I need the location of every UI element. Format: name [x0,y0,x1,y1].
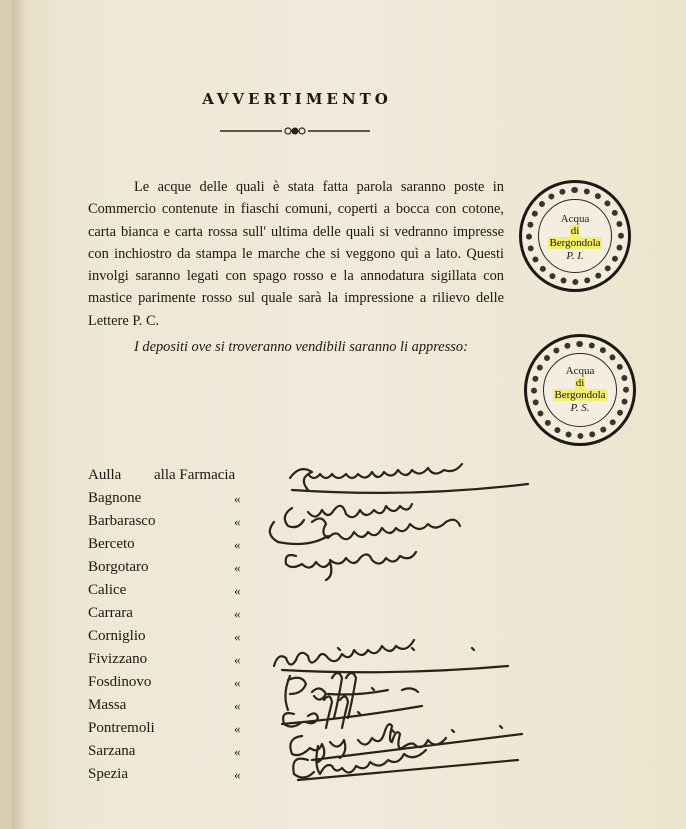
ditto-mark: « [234,491,241,506]
handwriting-capraro [286,552,416,580]
ditto-mark: « [234,767,241,782]
first-row-suffix: alla Farmacia [154,467,236,483]
ditto-mark: « [234,606,241,621]
place-name: Pontremoli [88,720,155,736]
place-name: Bagnone [88,490,142,506]
place-name: Spezia [88,766,128,782]
stamp-line-4: P. S. [570,402,590,414]
notice-paragraph: Le acque delle quali è stata fatta parola saranno poste in Commercio contenute in fiaschi comuni, coperti a bocca con cotone, carta bianca e carta rossa sull' ultima delle quali si vedranno impresse con inchiostro da stampa le marche che si veggono quì a lato. Questi involgi saranno legati con spago rosso e la annodatura sigillata con mastice parimente rosso sul quale sarà la impressione a rilievo delle Lettere P. C. [88,179,504,329]
place-name: Sarzana [88,743,136,759]
ditto-mark: « [234,698,241,713]
place-name: Barbarasco [88,513,156,529]
place-name: Fosdinovo [88,674,152,690]
handwriting-bianchini [270,518,460,544]
handwritten-annotations [12,0,686,829]
place-name: Massa [88,697,127,713]
ditto-mark: « [234,652,241,667]
stamp-line-3: Bergondola [549,237,601,249]
ditto-mark: « [234,583,241,598]
stamp-line-2: di [575,377,585,389]
place-name: Borgotaro [88,559,149,575]
place-name: Corniglio [88,628,146,644]
depositi-intro: I depositi ove si troveranno vendibili saranno li appresso: [134,339,468,356]
place-name: Berceto [88,536,135,552]
place-name: Aulla [88,467,122,483]
ditto-mark: « [234,537,241,552]
place-name: Fivizzano [88,651,148,667]
place-name: Calice [88,582,127,598]
stamp-line-2: di [570,225,580,237]
place-name: Carrara [88,605,133,621]
handwriting-miniati [274,640,508,672]
ditto-mark: « [234,744,241,759]
stamp-line-1: Acqua [560,213,590,225]
stamp-line-1: Acqua [565,365,595,377]
handwriting-poffi [285,673,418,718]
ditto-mark: « [234,629,241,644]
stamp-line-4: P. I. [566,250,584,262]
stamp-line-3: Bergondola [554,389,606,401]
handwriting-cortesini [285,504,412,527]
handwriting-formentini [290,464,528,493]
ditto-mark: « [234,721,241,736]
ditto-mark: « [234,560,241,575]
ditto-mark: « [234,514,241,529]
handwriting-chiesa [293,746,518,780]
document-page [12,0,686,829]
ditto-mark: « [234,675,241,690]
page-heading: AVVERTIMENTO [202,90,392,108]
